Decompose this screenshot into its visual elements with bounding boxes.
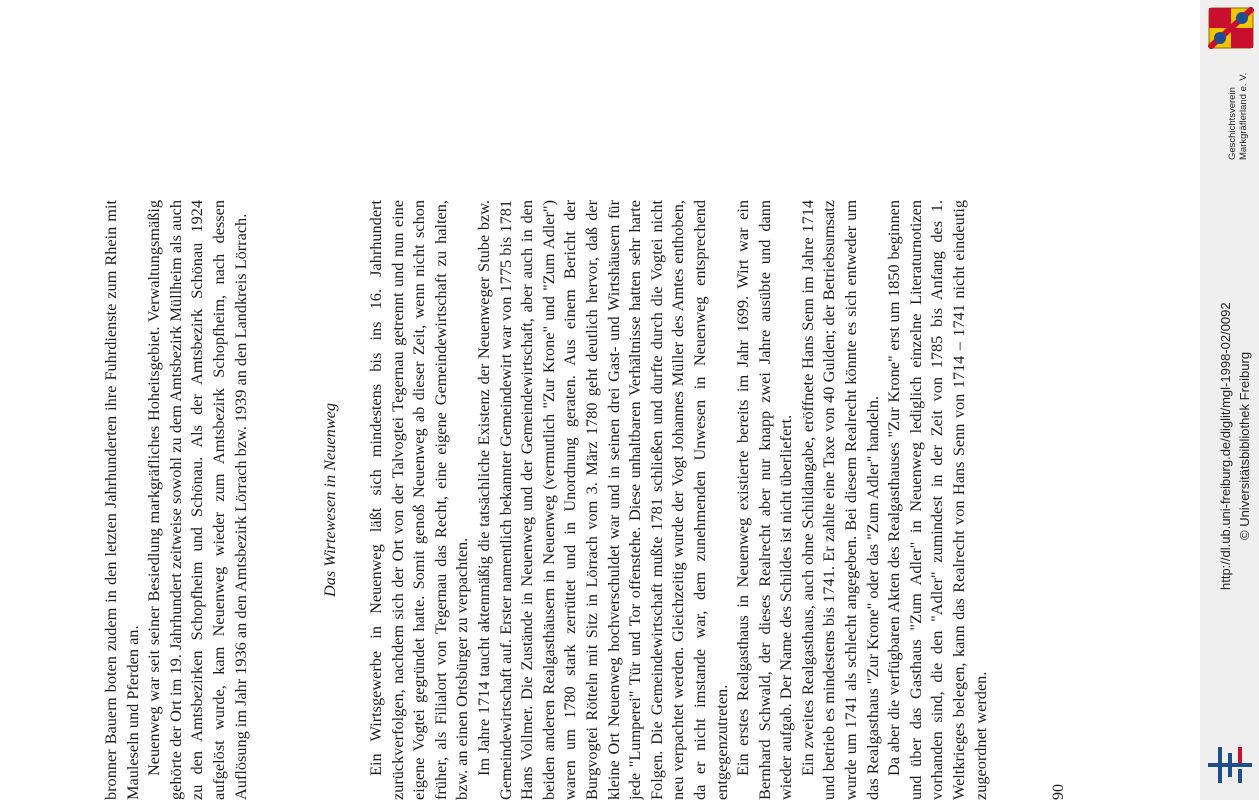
paragraph: Ein erstes Realgasthaus in Neuenweg existierte bereits im Jahr 1699. Wirt war ein Bernhard Schwald, der dieses Realrecht aber nur knapp zwei Jahre ausübte und dann wieder aufgab. Der Name des Schildes ist nicht überliefert. [733, 200, 796, 800]
society-name-line: Markgräflerland e. V. [1238, 72, 1249, 160]
section-heading: Das Wirtewesen in Neuenweg [320, 403, 339, 597]
society-name-line: Geschichtsverein [1227, 87, 1238, 160]
paragraph: Ein zweites Realgasthaus, auch ohne Schildangabe, eröffnete Hans Senn im Jahre 1714 und betrieb es mindestens bis 1741. Er zahlte eine Taxe von 40 Gulden; der Betriebsumsatz wurde um 1741 als schlecht angegeben. Bei diesem Realrecht könnte es sich entweder um das Realgasthaus "Zur Krone" oder das "Zum Adler" handeln. [797, 200, 882, 800]
library-logo-icon [1208, 745, 1252, 785]
source-url-link[interactable]: http://dl.ub.uni-freiburg.de/diglit/mgl-1998-02/0092 [1218, 302, 1233, 590]
paragraph: Neuenweg war seit seiner Besiedlung markgräfliches Hoheitsgebiet. Verwaltungsmäßig gehörte der Ort im 19. Jahrhundert zeitweise sowohl zu dem Amtsbezirk Müllheim als auch zu den Amtsbezirken Schopfheim und Schönau. Als der Amtsbezirk Schönau 1924 aufgelöst wurde, kam Neuenweg wieder zum Amtsbezirk Schopfheim, nach dessen Auflösung im Jahr 1936 an den Amtsbezirk Lörrach bzw. 1939 an den Landkreis Lörrach. [144, 200, 250, 800]
paragraph: Da aber die verfügbaren Akten des Realgasthauses "Zur Krone" erst um 1850 beginnen und über das Gasthaus "Zum Adler" in Neuenweg lediglich einzelne Literaturnotizen vorhanden sind, die den "Adler" zumindest in der Zeit von 1785 bis Anfang des 1. Weltkrieges belegen, kann das Realrecht von Hans Senn von 1714 – 1741 nicht eindeutig zugeordnet werden. [884, 200, 990, 800]
society-label [1227, 73, 1249, 160]
section-text-block [365, 200, 991, 800]
page-number: 90 [1050, 784, 1067, 800]
scanned-page [100, 100, 1200, 800]
coat-of-arms-icon [1208, 7, 1254, 49]
copyright-notice: © Universitätsbibliothek Freiburg [1237, 351, 1252, 540]
paragraph: Ein Wirtsgewerbe in Neuenweg läßt sich mindestens bis ins 16. Jahrhundert zurückverfolgen, nachdem sich der Ort von der Talvogtei Tegernau getrennt und nun eine eigene Vogtei gegründet hatte. Somit genoß Neuenweg ab dieser Zeit, wenn nicht schon früher, als Filialort von Tegernau das Recht, eine eigene Gemeindewirtschaft zu halten, bzw. an einen Ortsbürger zu verpachten. [366, 200, 472, 800]
paragraph: bronner Bauern boten zudem in den letzten Jahrhunderten ihre Fuhrdienste zum Rhein mit Mauleseln und Pferden an. [101, 200, 142, 800]
top-text-block [100, 200, 251, 800]
paragraph: Im Jahre 1714 taucht aktenmäßig die tatsächliche Existenz der Neuenweger Stube bzw. Gemeindewirtschaft auf. Erster namentlich bekannter Gemeindewirt war von 1775 bis 1781 Hans Vollmer. Die Zustände in Neuenweg und der Gemeindewirtschaft, aber auch in den beiden anderen Realgasthäusern in Neuenweg (vermutlich "Zur Krone" und "Zum Adler") waren um 1780 stark zerrüttet und in Unordnung geraten. Aus einem Bericht der Burgvogtei Rötteln mit Sitz in Lörrach vom 3. März 1780 geht deutlich hervor, daß der kleine Ort Neuenweg hochverschuldet war und in seinen drei Gast- und Wirtshäusern für jede "Lumperei" Tür und Tor offenstehe. Diese unhaltbaren Verhältnisse hatten sehr harte Folgen. Die Gemeindewirtschaft mußte 1781 schließen und durfte durch die Vogtei nicht neu verpachtet werden. Gleichzeitig wurde der Vogt Johannes Müller des Amtes enthoben, da er nicht imstande war, dem zunehmenden Unwesen in Neuenweg entsprechend entgegenzutreten. [473, 200, 731, 800]
